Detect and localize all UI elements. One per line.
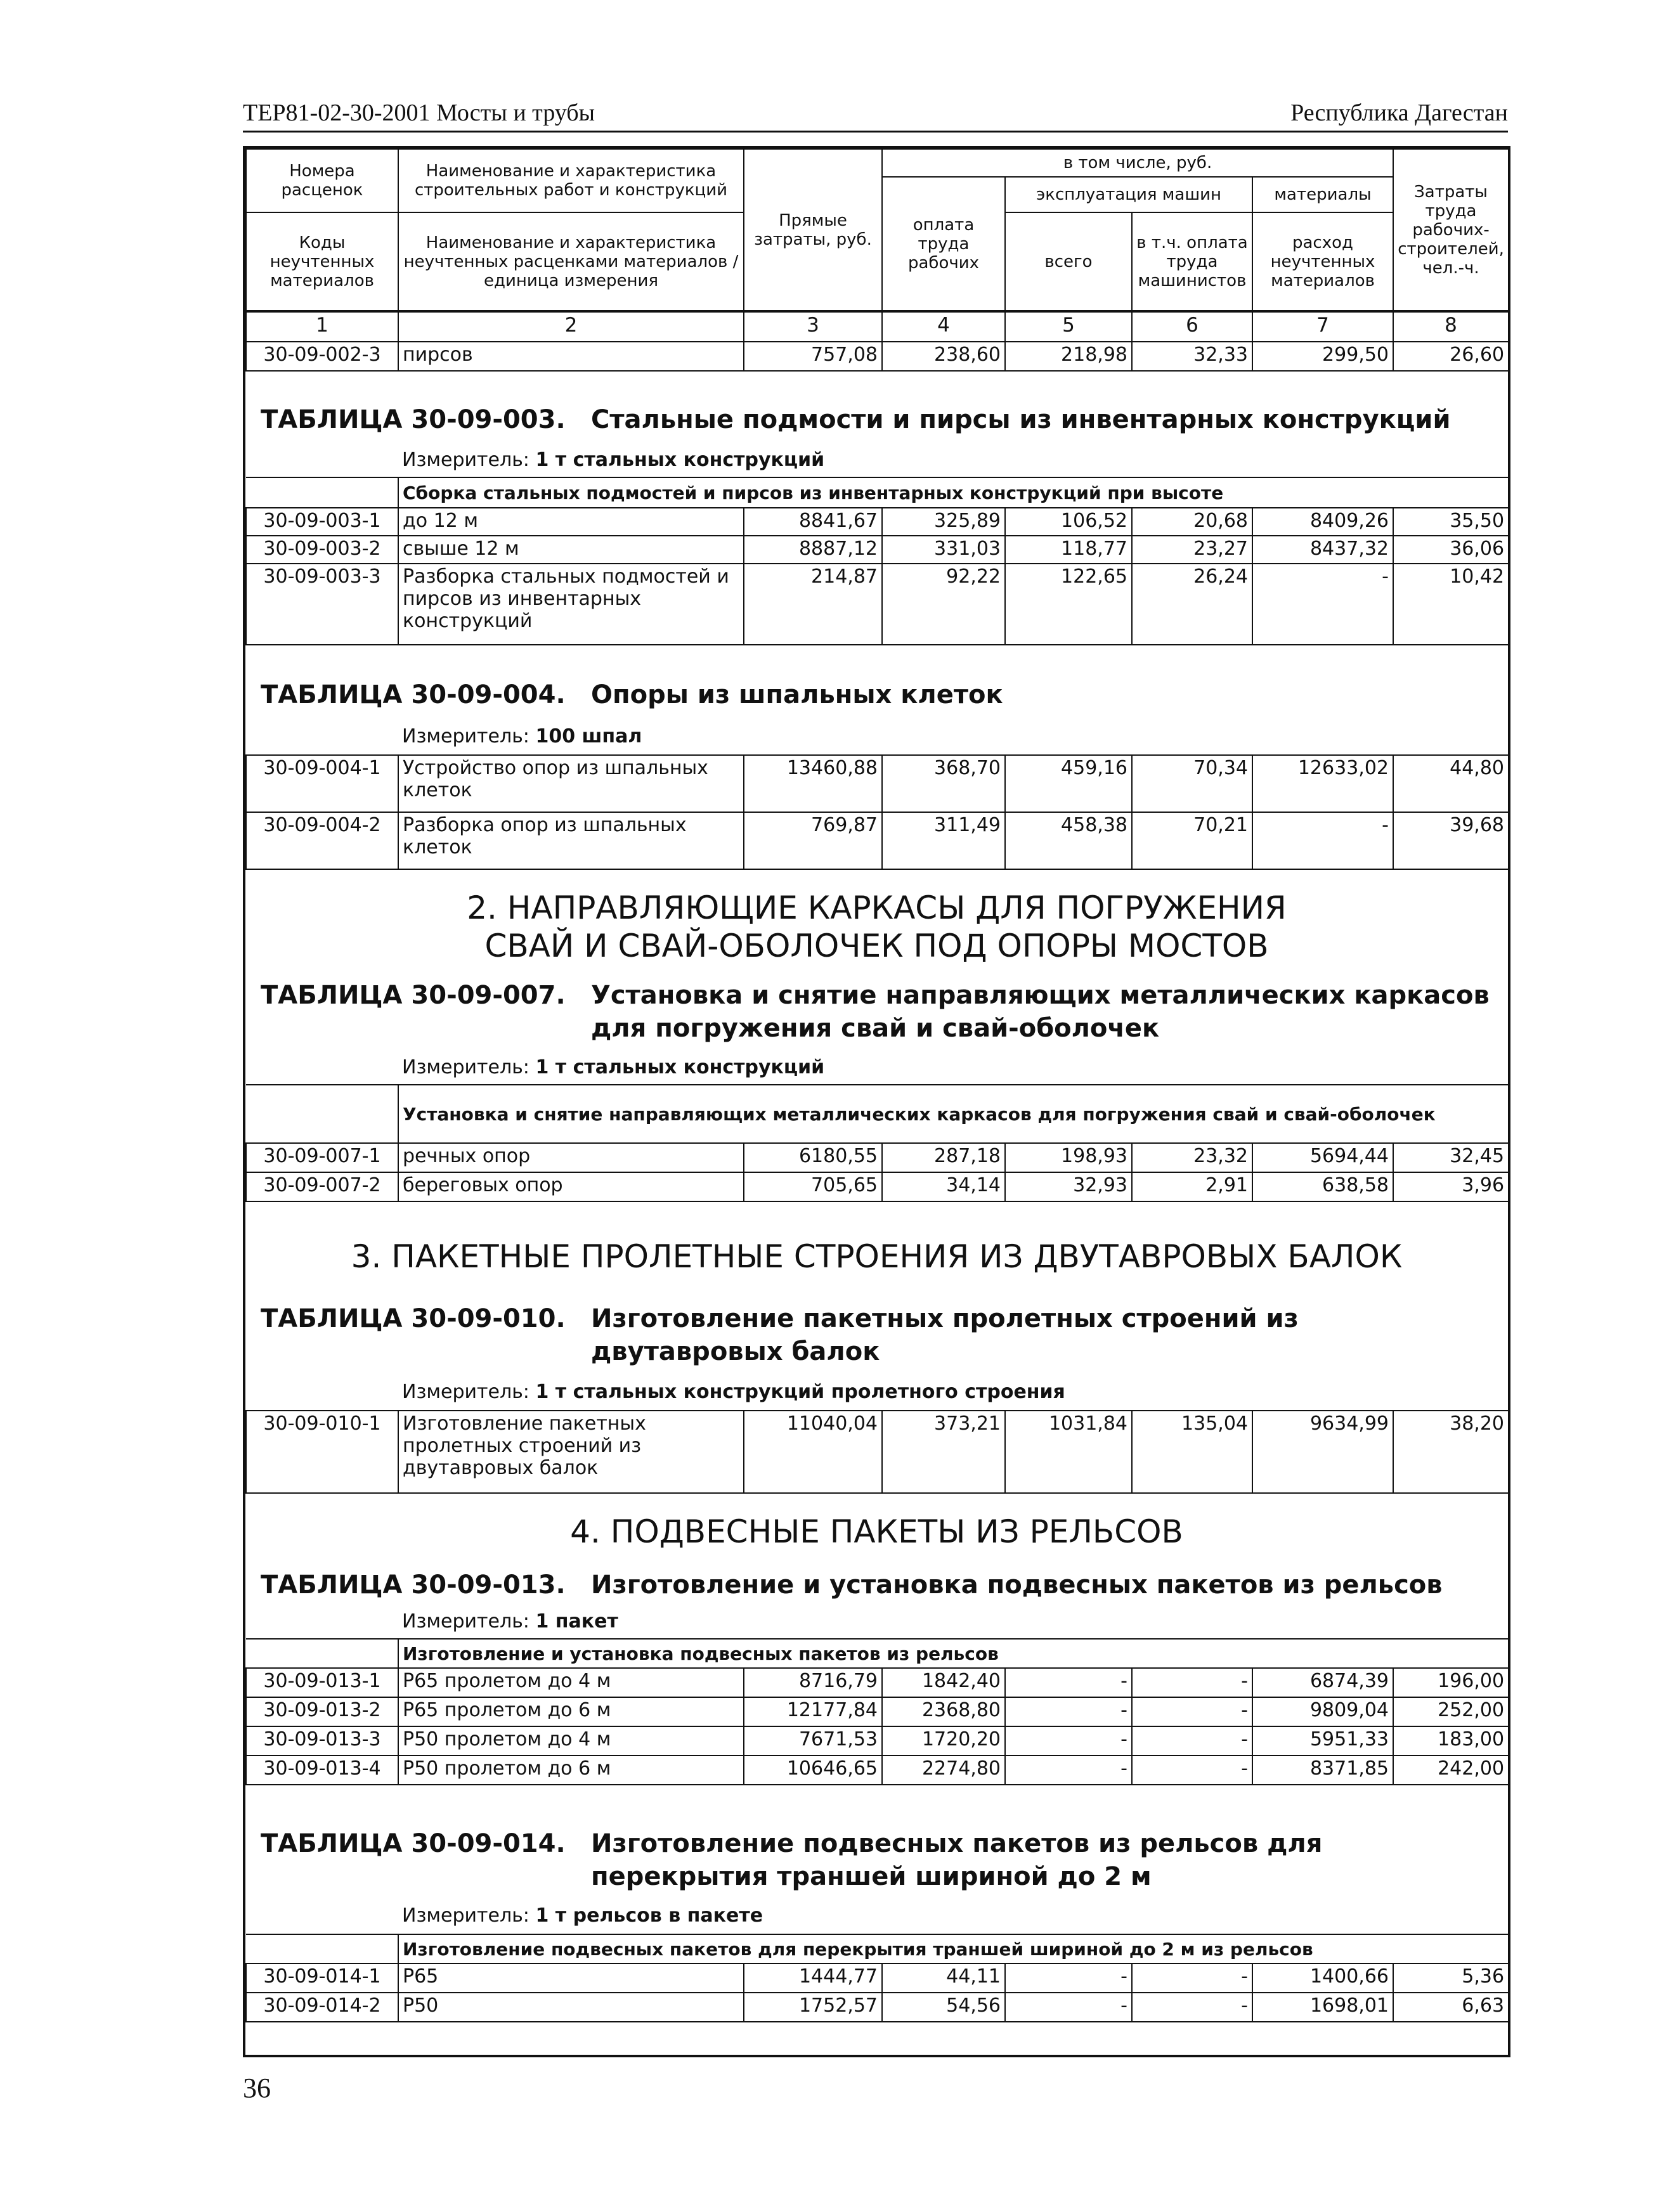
materials: 638,58 [1252,1172,1393,1201]
measure-value: 1 т рельсов в пакете [535,1905,763,1927]
table-title: Изготовление подвесных пакетов из рельсов для перекрытия траншей шириной до 2 м [591,1829,1323,1891]
direct-costs: 8716,79 [744,1668,882,1697]
operator-wages: 32,33 [1132,342,1252,371]
table-014 [245,1934,1509,2022]
worker-wages: 373,21 [882,1411,1005,1493]
subheader: Сборка стальных подмостей и пирсов из инвентарных конструкций при высоте [398,477,1509,508]
table-row [246,1668,1509,1697]
rate-code: 30-09-013-1 [246,1668,398,1697]
table-row [246,1143,1509,1172]
rate-code: 30-09-010-1 [246,1411,398,1493]
materials: - [1252,564,1393,645]
table-row [246,1726,1509,1756]
table-row [246,536,1509,564]
operator-wages: 135,04 [1132,1411,1252,1493]
header-missing-material-name: Наименование и характеристика неучтенных расценками материалов / единица измерения [398,212,744,311]
rate-code: 30-09-013-3 [246,1726,398,1756]
operator-wages: - [1132,1697,1252,1726]
work-name: Р50 пролетом до 4 м [398,1726,744,1756]
materials: 9634,99 [1252,1411,1393,1493]
rate-code: 30-09-013-4 [246,1756,398,1785]
header-operator-wages: в т.ч. оплата труда машинистов [1132,212,1252,311]
direct-costs: 12177,84 [744,1697,882,1726]
materials: 8437,32 [1252,536,1393,564]
worker-wages: 368,70 [882,755,1005,812]
page-frame [243,146,1510,2057]
work-name: до 12 м [398,508,744,536]
table-003 [245,477,1509,645]
worker-wages: 331,03 [882,536,1005,564]
table-row [246,1963,1509,1993]
rate-code: 30-09-004-2 [246,812,398,869]
section-heading-3: 3. ПАКЕТНЫЕ ПРОЛЕТНЫЕ СТРОЕНИЯ ИЗ ДВУТАВРОВЫХ БАЛОК [351,1238,1403,1275]
rate-code: 30-09-013-2 [246,1697,398,1726]
table-label: ТАБЛИЦА 30-09-007. [261,981,566,1010]
materials: 299,50 [1252,342,1393,371]
header-missing-materials: расход неучтенных материалов [1252,212,1393,311]
materials: 8409,26 [1252,508,1393,536]
measure-value: 1 т стальных конструкций [535,1056,825,1078]
machines-total: 32,93 [1005,1172,1132,1201]
direct-costs: 757,08 [744,342,882,371]
table-013 [245,1638,1509,1785]
page-number: 36 [243,2073,271,2104]
measure-010 [402,1381,1065,1403]
labor-costs: 6,63 [1393,1993,1509,2022]
table-010 [245,1410,1509,1494]
labor-costs: 252,00 [1393,1697,1509,1726]
work-name: Разборка стальных подмостей и пирсов из инвентарных конструкций [398,564,744,645]
table-row [246,1993,1509,2022]
rate-code: 30-09-014-1 [246,1963,398,1993]
operator-wages: - [1132,1963,1252,1993]
operator-wages: 23,32 [1132,1143,1252,1172]
section-heading-2: 2. НАПРАВЛЯЮЩИЕ КАРКАСЫ ДЛЯ ПОГРУЖЕНИЯ СВАЙ И СВАЙ-ОБОЛОЧЕК ПОД ОПОРЫ МОСТОВ [467,889,1287,964]
machines-total: - [1005,1726,1132,1756]
work-name: Устройство опор из шпальных клеток [398,755,744,812]
materials: 6874,39 [1252,1668,1393,1697]
header-including: в том числе, руб. [882,149,1393,177]
rate-code: 30-09-004-1 [246,755,398,812]
measure-007 [402,1056,824,1078]
measure-value: 100 шпал [535,725,642,747]
header-missing-material-code: Коды неучтенных материалов [246,212,398,311]
work-name: Р65 пролетом до 4 м [398,1668,744,1697]
direct-costs: 10646,65 [744,1756,882,1785]
header-rate-number: Номера расценок [246,149,398,212]
work-name: Р50 [398,1993,744,2022]
direct-costs: 8887,12 [744,536,882,564]
worker-wages: 2368,80 [882,1697,1005,1726]
page-header [243,94,1508,133]
column-number: 8 [1393,311,1509,342]
materials: 9809,04 [1252,1697,1393,1726]
table-title: Стальные подмости и пирсы из инвентарных конструкций [591,405,1451,434]
column-number: 7 [1252,311,1393,342]
machines-total: 118,77 [1005,536,1132,564]
labor-costs: 36,06 [1393,536,1509,564]
measure-value: 1 т стальных конструкций [535,449,825,471]
document-code: ТЕР81-02-30-2001 Мосты и трубы [243,100,595,126]
region-name: Республика Дагестан [1290,100,1508,126]
column-number: 2 [398,311,744,342]
work-name: Р65 [398,1963,744,1993]
labor-costs: 10,42 [1393,564,1509,645]
machines-total: 458,38 [1005,812,1132,869]
machines-total: 106,52 [1005,508,1132,536]
column-number: 6 [1132,311,1252,342]
labor-costs: 196,00 [1393,1668,1509,1697]
operator-wages: - [1132,1756,1252,1785]
direct-costs: 214,87 [744,564,882,645]
header-work-name: Наименование и характеристика строительных работ и конструкций [398,149,744,212]
column-number: 1 [246,311,398,342]
direct-costs: 8841,67 [744,508,882,536]
table-label: ТАБЛИЦА 30-09-003. [261,405,566,434]
labor-costs: 39,68 [1393,812,1509,869]
operator-wages: - [1132,1993,1252,2022]
work-name: береговых опор [398,1172,744,1201]
labor-costs: 183,00 [1393,1726,1509,1756]
header-machines-total: всего [1005,212,1132,311]
measure-label: Измеритель: [402,1056,529,1078]
table-title: Установка и снятие направляющих металлических каркасов для погружения свай и свай-оболочек [591,981,1490,1043]
materials: 1400,66 [1252,1963,1393,1993]
worker-wages: 2274,80 [882,1756,1005,1785]
direct-costs: 11040,04 [744,1411,882,1493]
labor-costs: 3,96 [1393,1172,1509,1201]
worker-wages: 1720,20 [882,1726,1005,1756]
table-004 [245,754,1509,870]
measure-label: Измеритель: [402,1610,529,1633]
table-row [246,508,1509,536]
materials: 8371,85 [1252,1756,1393,1785]
labor-costs: 38,20 [1393,1411,1509,1493]
subheader: Изготовление и установка подвесных пакетов из рельсов [398,1639,1509,1668]
rate-code: 30-09-003-2 [246,536,398,564]
header-machine-operation: эксплуатация машин [1005,177,1252,212]
measure-003 [402,449,824,471]
worker-wages: 54,56 [882,1993,1005,2022]
table-007 [245,1084,1509,1202]
operator-wages: 20,68 [1132,508,1252,536]
column-number: 5 [1005,311,1132,342]
table-row [246,1411,1509,1493]
worker-wages: 311,49 [882,812,1005,869]
machines-total: - [1005,1668,1132,1697]
measure-value: 1 пакет [535,1610,618,1633]
machines-total: 459,16 [1005,755,1132,812]
table-label: ТАБЛИЦА 30-09-014. [261,1829,566,1858]
table-label: ТАБЛИЦА 30-09-010. [261,1304,566,1333]
worker-wages: 325,89 [882,508,1005,536]
header-materials: материалы [1252,177,1393,212]
machines-total: - [1005,1993,1132,2022]
table-row [246,812,1509,869]
operator-wages: 2,91 [1132,1172,1252,1201]
machines-total: - [1005,1963,1132,1993]
table-row [246,342,1509,371]
rate-code: 30-09-003-1 [246,508,398,536]
header-worker-wages: оплата труда рабочих [882,177,1005,311]
table-row [246,564,1509,645]
operator-wages: 70,21 [1132,812,1252,869]
machines-total: - [1005,1756,1132,1785]
direct-costs: 13460,88 [744,755,882,812]
table-label: ТАБЛИЦА 30-09-004. [261,680,566,709]
operator-wages: 70,34 [1132,755,1252,812]
labor-costs: 32,45 [1393,1143,1509,1172]
direct-costs: 7671,53 [744,1726,882,1756]
work-name: Р65 пролетом до 6 м [398,1697,744,1726]
materials: - [1252,812,1393,869]
direct-costs: 1444,77 [744,1963,882,1993]
labor-costs: 5,36 [1393,1963,1509,1993]
rate-code: 30-09-003-3 [246,564,398,645]
measure-label: Измеритель: [402,1905,529,1927]
machines-total: 122,65 [1005,564,1132,645]
measure-004 [402,725,642,747]
operator-wages: - [1132,1726,1252,1756]
measure-013 [402,1610,618,1633]
subheader: Изготовление подвесных пакетов для перекрытия траншей шириной до 2 м из рельсов [398,1934,1509,1963]
work-name: пирсов [398,342,744,371]
machines-total: 198,93 [1005,1143,1132,1172]
table-title: Изготовление и установка подвесных пакетов из рельсов [591,1570,1443,1600]
labor-costs: 26,60 [1393,342,1509,371]
direct-costs: 6180,55 [744,1143,882,1172]
header-direct-costs: Прямые затраты, руб. [744,149,882,311]
materials: 5694,44 [1252,1143,1393,1172]
worker-wages: 287,18 [882,1143,1005,1172]
table-title: Изготовление пакетных пролетных строений из двутавровых балок [591,1304,1299,1366]
column-number: 3 [744,311,882,342]
rate-code: 30-09-007-2 [246,1172,398,1201]
column-number: 4 [882,311,1005,342]
worker-wages: 92,22 [882,564,1005,645]
work-name: речных опор [398,1143,744,1172]
work-name: Р50 пролетом до 6 м [398,1756,744,1785]
labor-costs: 35,50 [1393,508,1509,536]
rate-code: 30-09-002-3 [246,342,398,371]
work-name: Разборка опор из шпальных клеток [398,812,744,869]
materials: 1698,01 [1252,1993,1393,2022]
work-name: свыше 12 м [398,536,744,564]
measure-014 [402,1905,763,1927]
machines-total: 1031,84 [1005,1411,1132,1493]
labor-costs: 242,00 [1393,1756,1509,1785]
measure-label: Измеритель: [402,725,529,747]
operator-wages: 23,27 [1132,536,1252,564]
direct-costs: 1752,57 [744,1993,882,2022]
direct-costs: 705,65 [744,1172,882,1201]
table-row [246,755,1509,812]
section-heading-4: 4. ПОДВЕСНЫЕ ПАКЕТЫ ИЗ РЕЛЬСОВ [570,1513,1183,1550]
worker-wages: 34,14 [882,1172,1005,1201]
table-row [246,1697,1509,1726]
subheader: Установка и снятие направляющих металлических каркасов для погружения свай и свай-оболочек [398,1085,1509,1143]
materials: 12633,02 [1252,755,1393,812]
table-row [246,1172,1509,1201]
table-title: Опоры из шпальных клеток [591,680,1003,709]
direct-costs: 769,87 [744,812,882,869]
machines-total: - [1005,1697,1132,1726]
rate-code: 30-09-014-2 [246,1993,398,2022]
measure-label: Измеритель: [402,1381,529,1403]
operator-wages: 26,24 [1132,564,1252,645]
machines-total: 218,98 [1005,342,1132,371]
materials: 5951,33 [1252,1726,1393,1756]
table-label: ТАБЛИЦА 30-09-013. [261,1570,566,1600]
header-labor-costs: Затраты труда рабочих-строителей, чел.-ч. [1393,149,1509,311]
operator-wages: - [1132,1668,1252,1697]
measure-label: Измеритель: [402,449,529,471]
measure-value: 1 т стальных конструкций пролетного строения [535,1381,1065,1403]
table-row [246,1756,1509,1785]
worker-wages: 1842,40 [882,1668,1005,1697]
column-header-table [245,148,1509,372]
worker-wages: 44,11 [882,1963,1005,1993]
labor-costs: 44,80 [1393,755,1509,812]
rate-code: 30-09-007-1 [246,1143,398,1172]
worker-wages: 238,60 [882,342,1005,371]
work-name: Изготовление пакетных пролетных строений из двутавровых балок [398,1411,744,1493]
